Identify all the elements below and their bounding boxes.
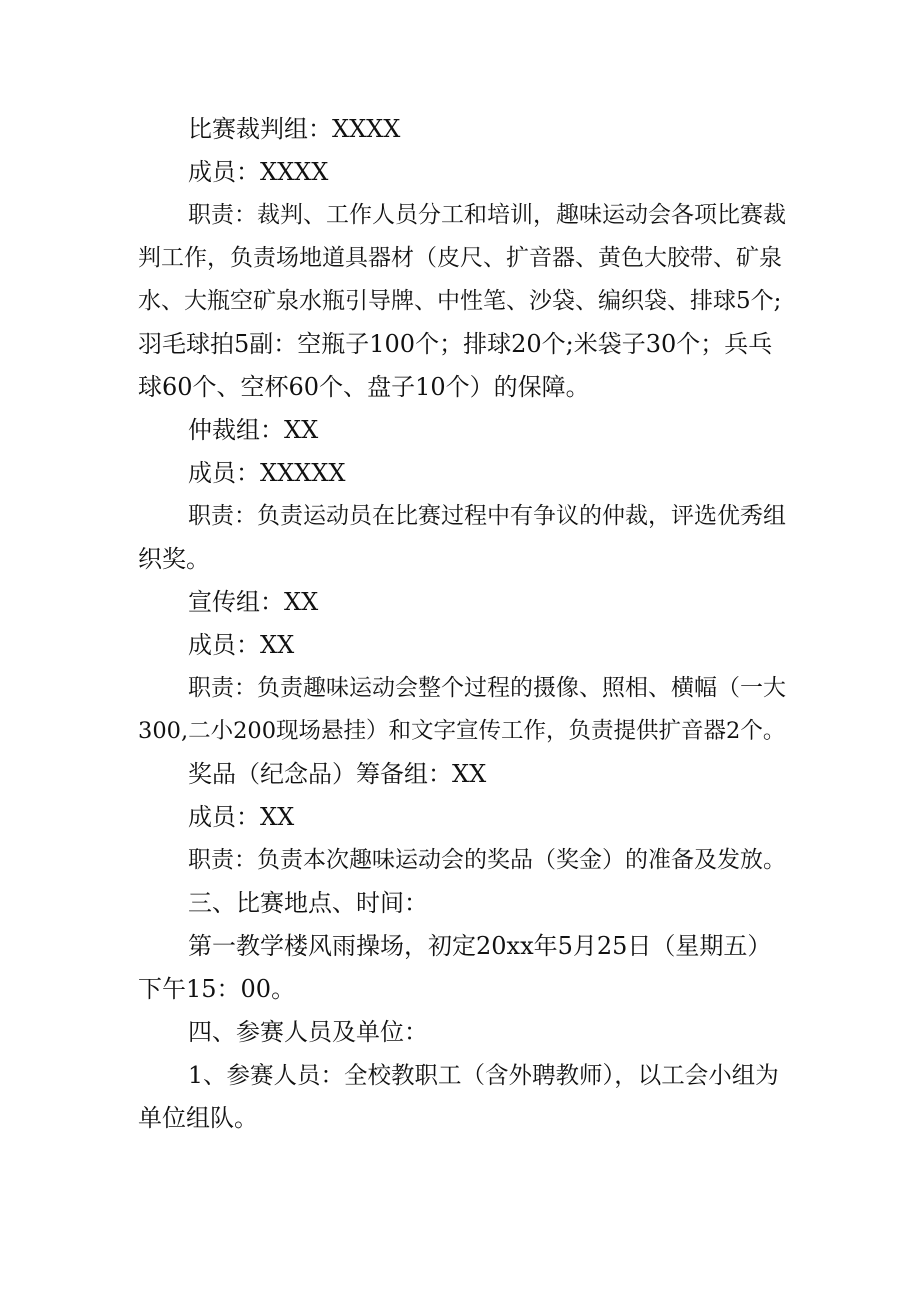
paragraph-line: 职责：负责运动员在比赛过程中有争议的仲裁，评选优秀组 bbox=[188, 503, 786, 529]
paragraph-line: 羽毛球拍5副：空瓶子100个；排球20个;米袋子30个；兵乓 bbox=[138, 330, 773, 358]
paragraph-line: 宣传组：XX bbox=[188, 588, 319, 616]
paragraph-line: 单位组队。 bbox=[138, 1104, 258, 1132]
paragraph-line: 成员：XX bbox=[188, 803, 295, 831]
paragraph-line: 判工作，负责场地道具器材（皮尺、扩音器、黄色大胶带、矿泉 bbox=[138, 245, 782, 271]
paragraph-line: 职责：负责本次趣味运动会的奖品（奖金）的准备及发放。 bbox=[188, 847, 786, 873]
paragraph-line: 下午15：00。 bbox=[138, 975, 296, 1003]
paragraph-line: 比赛裁判组：XXXX bbox=[188, 115, 401, 143]
paragraph-line: 成员：XX bbox=[188, 631, 295, 659]
section-heading: 三、比赛地点、时间： bbox=[188, 889, 428, 917]
paragraph-line: 成员：XXXX bbox=[188, 158, 329, 186]
paragraph-line: 奖品（纪念品）筹备组：XX bbox=[188, 760, 487, 788]
paragraph-line: 球60个、空杯60个、盘子10个）的保障。 bbox=[138, 373, 590, 401]
paragraph-line: 1、参赛人员：全校教职工（含外聘教师），以工会小组为 bbox=[188, 1061, 779, 1089]
paragraph-line: 成员：XXXXX bbox=[188, 459, 346, 487]
paragraph-line: 织奖。 bbox=[138, 545, 210, 573]
document-body bbox=[138, 108, 788, 1140]
paragraph-line: 水、大瓶空矿泉水瓶引导牌、中性笔、沙袋、编织袋、排球5个; bbox=[138, 288, 782, 314]
paragraph-line: 职责：负责趣味运动会整个过程的摄像、照相、横幅（一大 bbox=[188, 675, 786, 701]
paragraph-line: 300,二小200现场悬挂）和文字宣传工作，负责提供扩音器2个。 bbox=[138, 718, 786, 744]
paragraph-line: 第一教学楼风雨操场，初定20xx年5月25日（星期五） bbox=[188, 932, 772, 960]
paragraph-line: 职责：裁判、工作人员分工和培训，趣味运动会各项比赛裁 bbox=[188, 202, 786, 228]
section-heading: 四、参赛人员及单位： bbox=[188, 1018, 428, 1046]
paragraph-line: 仲裁组：XX bbox=[188, 416, 319, 444]
